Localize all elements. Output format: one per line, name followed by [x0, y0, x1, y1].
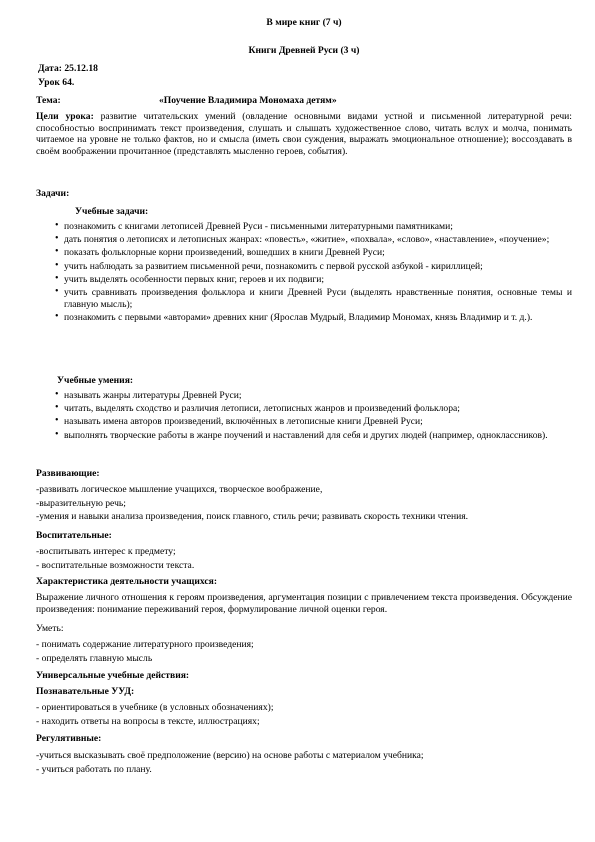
developing-list — [36, 484, 572, 523]
list-item: • называть жанры литературы Древней Руси; — [54, 390, 572, 402]
universal-label: Универсальные учебные действия: — [36, 670, 190, 681]
goals-label: Цели урока: — [36, 111, 94, 122]
list-item: • учить выделять особенности первых книг, героев и их подвиги; — [54, 274, 572, 286]
topic-row — [36, 95, 572, 107]
list-item: • дать понятия о летописях и летописных жанрах: «повесть», «житие», «похвала», «слово», «наставление», «поучение»; — [54, 234, 572, 246]
learning-tasks-label: Учебные задачи: — [75, 206, 149, 217]
characteristics-text: Выражение личного отношения к героям произведения, аргументация позиции с привлечением текста произведения. Обсуждение произведения: понимание переживаний героя, формулирование личной оценки героя. — [36, 592, 572, 615]
list-item: - воспитательные возможности текста. — [36, 559, 195, 571]
regulatory-label: Регулятивные: — [36, 733, 102, 744]
list-item: - ориентироваться в учебнике (в условных обозначениях); — [36, 702, 274, 713]
list-item: - учиться работать по плану. — [36, 763, 152, 775]
developing-label: Развивающие: — [36, 468, 100, 479]
characteristics-label: Характеристика деятельности учащихся: — [36, 576, 218, 587]
list-item: -развивать логическое мышление учащихся, творческое воображение, — [36, 484, 323, 495]
learning-skills-list — [54, 390, 572, 443]
list-item: - определять главную мысль — [36, 652, 153, 664]
lesson-date: Дата: 25.12.18 — [38, 63, 98, 74]
list-item: -воспитывать интерес к предмету; — [36, 546, 176, 557]
lesson-goals — [36, 111, 572, 158]
list-item: • учить наблюдать за развитием письменной речи, познакомить с первой русской азбукой - кириллицей; — [54, 261, 572, 273]
skills-label: Уметь: — [36, 623, 64, 634]
lesson-number: Урок 64. — [38, 77, 75, 88]
educational-list — [36, 546, 572, 571]
unit-title: Книги Древней Руси (3 ч) — [248, 45, 360, 56]
cognitive-label: Познавательные УУД: — [36, 686, 135, 697]
learning-skills-label: Учебные умения: — [57, 375, 134, 386]
cognitive-list — [36, 702, 572, 727]
section-title: В мире книг (7 ч) — [266, 17, 342, 28]
list-item: • читать, выделять сходство и различия летописи, летописных жанров и произведений фольклора; — [54, 403, 572, 415]
list-item: • познакомить с первыми «авторами» древних книг (Ярослав Мудрый, Владимир Мономах, князь Владимир и т. д.). — [54, 312, 572, 324]
list-item: • показать фольклорные корни произведений, вошедших в книги Древней Руси; — [54, 247, 572, 259]
list-item: • познакомить с книгами летописей Древней Руси - письменными литературными памятниками; — [54, 221, 572, 233]
educational-label: Воспитательные: — [36, 530, 112, 541]
list-item: -умения и навыки анализа произведения, поиск главного, стиль речи; развивать скорость техники чтения. — [36, 511, 469, 523]
list-item: • учить сравнивать произведения фольклора и книги Древней Руси (выделять нравственные понятия, основные темы и главную мысль); — [54, 287, 572, 310]
tasks-label: Задачи: — [36, 188, 70, 199]
list-item: - находить ответы на вопросы в тексте, иллюстрациях; — [36, 715, 260, 727]
list-item: -учиться высказывать своё предположение (версию) на основе работы с материалом учебника; — [36, 750, 424, 761]
list-item: • выполнять творческие работы в жанре поучений и наставлений для себя и других людей (например, одноклассников). — [54, 430, 572, 442]
skills-list — [36, 639, 572, 664]
list-item: - понимать содержание литературного произведения; — [36, 639, 254, 650]
list-item: -выразительную речь; — [36, 497, 126, 509]
topic-value: «Поучение Владимира Мономаха детям» — [159, 95, 337, 106]
topic-label: Тема: — [36, 95, 61, 106]
learning-tasks-list — [54, 221, 572, 325]
goals-text: развитие читательских умений (овладение основными видами устной и письменной литературной речи: способностью воспринимать текст произведения, слушать и слышать художественное слово, читать вслух и молча, понимать читаемое на уровне не только фактов, но и смысла (иметь свои суждения, выражать эмоциональное отношение); воссоздавать в своём воображении прочитанное (представлять мысленно героев, события). — [36, 111, 572, 158]
list-item: • называть имена авторов произведений, включённых в летописные книги Древней Руси; — [54, 416, 572, 428]
regulatory-list — [36, 750, 572, 775]
